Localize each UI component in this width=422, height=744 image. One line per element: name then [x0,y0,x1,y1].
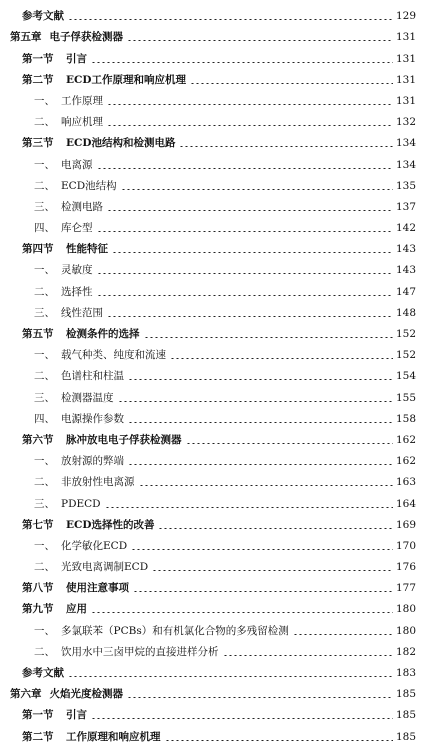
toc-section-row[interactable] [0,426,422,447]
dot-leader [170,358,393,359]
toc-item-row[interactable] [0,214,422,235]
toc-page-number: 170 [396,539,417,552]
toc-chapter-row[interactable] [0,680,422,701]
toc-entry-text: 性能特征 [66,243,108,256]
toc-entry-number: 二、 [34,285,55,298]
toc-page-number: 131 [396,94,417,107]
toc-entry-number: 第九节 [22,603,54,616]
toc-section-row[interactable] [0,722,422,743]
dot-leader [158,528,393,529]
toc-entry-number: 三、 [34,200,55,213]
toc-entry-number: 第一节 [22,52,54,65]
toc-entry-title [34,158,93,172]
dot-leader [97,273,394,274]
toc-entry-text: 光致电离调制ECD [61,561,149,574]
dot-leader [118,401,394,402]
toc-entry-text: 工作原理 [61,94,103,107]
toc-item-row[interactable] [0,553,422,574]
toc-entry-number: 第二节 [22,730,54,743]
dot-leader [91,612,393,613]
dot-leader [107,210,393,211]
toc-page-number: 131 [396,52,417,65]
dot-leader [105,507,393,508]
toc-page-number: 176 [396,561,417,574]
toc-section-row[interactable] [0,511,422,532]
toc-entry-text: 放射源的弊端 [61,455,124,468]
toc-entry-number: 二、 [34,645,55,658]
toc-item-row[interactable] [0,256,422,277]
toc-entry-text: 检测条件的选择 [66,328,140,340]
dot-leader [107,104,393,105]
dot-leader [128,464,393,465]
toc-page-number: 180 [396,624,417,637]
toc-entry-number: 第四节 [22,243,54,256]
toc-entry-text: 选择性 [61,285,93,298]
toc-entry-text: ECD工作原理和响应机理 [66,73,186,86]
toc-page-number: 134 [396,137,417,150]
toc-entry-title [34,285,93,299]
toc-page-number: 164 [396,497,417,510]
toc-entry-text: 检测器温度 [61,391,114,404]
toc-entry-text: 检测电路 [61,200,103,213]
dot-leader [97,231,394,232]
toc-chapter-row[interactable] [0,23,422,44]
toc-entry-title [34,475,135,489]
toc-item-row[interactable] [0,447,422,468]
dot-leader [179,146,393,147]
toc-entry-title [34,369,124,383]
toc-reference-row[interactable] [0,659,422,680]
dot-leader [186,443,394,444]
toc-entry-number: 第六章 [10,688,42,701]
toc-page-number: 135 [396,179,417,192]
toc-page-number: 134 [396,158,417,171]
toc-item-row[interactable] [0,299,422,320]
toc-section-row[interactable] [0,595,422,616]
toc-entry-text: PDECD [61,497,101,510]
toc-entry-number: 第二节 [22,73,54,86]
toc-entry-text: 多氯联苯（PCBs）和有机氯化合物的多残留检测 [61,624,289,637]
toc-entry-title [22,602,87,616]
toc-page-number: 185 [396,730,417,743]
toc-entry-text: 灵敏度 [61,264,93,277]
toc-entry-text: 电源操作参数 [61,412,124,425]
toc-entry-text: ECD池结构和检测电路 [66,137,176,150]
toc-entry-text: 色谱柱和柱温 [61,370,124,383]
toc-entry-number: 二、 [34,476,55,489]
toc-entry-text: 饮用水中三卤甲烷的直接进样分析 [61,645,219,658]
dot-leader [91,62,393,63]
toc-entry-title [22,433,182,447]
toc-section-row[interactable] [0,320,422,341]
dot-leader [223,655,394,656]
toc-entry-number: 三、 [34,306,55,319]
toc-entry-text: 线性范围 [61,306,103,319]
toc-item-row[interactable] [0,362,422,383]
toc-entry-number: 一、 [34,158,55,171]
dot-leader [97,168,394,169]
toc-reference-row[interactable] [0,2,422,23]
toc-entry-number: 第七节 [22,518,54,531]
toc-page-number: 152 [396,328,417,340]
toc-entry-text: 脉冲放电电子俘获检测器 [66,433,182,446]
toc-page-number: 154 [396,370,417,383]
toc-entry-text: 载气种类、纯度和流速 [61,349,166,362]
dot-leader [127,40,393,41]
toc-entry-number: 二、 [34,179,55,192]
toc-item-row[interactable] [0,150,422,171]
toc-entry-number: 第八节 [22,582,54,595]
dot-leader [91,718,393,719]
dot-leader [293,634,393,635]
toc-page-number: 131 [396,73,417,86]
toc-item-row[interactable] [0,616,422,637]
toc-entry-title [22,9,64,23]
toc-entry-title [34,200,103,214]
toc-entry-text: 电子俘获检测器 [49,31,123,44]
toc-entry-number: 三、 [34,391,55,404]
dot-leader [107,316,393,317]
toc-page-number: 148 [396,306,417,319]
toc-entry-title [22,581,129,595]
toc-page-number: 132 [396,116,417,129]
toc-entry-title [34,348,166,362]
toc-entry-text: 化学敏化ECD [61,539,128,552]
toc-entry-title [34,454,124,468]
toc-entry-title [22,730,161,744]
toc-page-number: 129 [396,10,417,23]
toc-entry-title [22,666,64,680]
toc-page-number: 143 [396,264,417,277]
table-of-contents [0,2,422,744]
toc-item-row[interactable] [0,108,422,129]
toc-page-number: 185 [396,709,417,722]
toc-entry-number: 三、 [34,497,55,510]
toc-entry-number: 二、 [34,370,55,383]
toc-entry-text: 火焰光度检测器 [49,688,123,701]
dot-leader [128,422,393,423]
toc-entry-number: 一、 [34,94,55,107]
dot-leader [127,697,393,698]
toc-page-number: 155 [396,391,417,404]
toc-page-number: 177 [396,582,417,595]
toc-page-number: 180 [396,603,417,616]
toc-entry-title [34,412,124,426]
toc-page-number: 162 [396,433,417,446]
toc-entry-title [22,242,108,256]
dot-leader [107,125,393,126]
toc-entry-title [10,687,123,701]
toc-item-row[interactable] [0,277,422,298]
toc-page-number: 147 [396,285,417,298]
toc-entry-number: 四、 [34,412,55,425]
toc-entry-title [34,263,93,277]
toc-item-row[interactable] [0,489,422,510]
toc-entry-title [34,115,103,129]
toc-item-row[interactable] [0,383,422,404]
toc-page-number: 137 [396,200,417,213]
dot-leader [144,337,394,338]
toc-item-row[interactable] [0,638,422,659]
toc-page-number: 143 [396,243,417,256]
toc-entry-text: 工作原理和响应机理 [66,730,161,743]
toc-page-number: 182 [396,645,417,658]
toc-section-row[interactable] [0,66,422,87]
toc-entry-text: 参考文献 [22,667,64,679]
toc-entry-title [34,94,103,108]
toc-item-row[interactable] [0,193,422,214]
toc-entry-text: 参考文献 [22,10,64,23]
toc-section-row[interactable] [0,574,422,595]
dot-leader [139,485,394,486]
toc-entry-title [22,518,154,532]
toc-entry-number: 第五节 [22,328,54,340]
dot-leader [97,295,394,296]
toc-entry-text: 使用注意事项 [66,582,129,595]
toc-item-row[interactable] [0,532,422,553]
toc-item-row[interactable] [0,468,422,489]
toc-item-row[interactable] [0,172,422,193]
toc-page-number: 169 [396,518,417,531]
toc-entry-title [34,391,114,405]
toc-entry-number: 一、 [34,349,55,362]
toc-page-number: 152 [396,349,417,362]
dot-leader [133,591,393,592]
toc-page-number: 183 [396,667,417,679]
toc-section-row[interactable] [0,701,422,722]
dot-leader [121,189,393,190]
dot-leader [112,252,393,253]
toc-entry-title [34,179,117,193]
dot-leader [131,549,393,550]
toc-entry-number: 第六节 [22,433,54,446]
toc-entry-title [34,645,219,659]
toc-page-number: 185 [396,688,417,701]
dot-leader [68,676,393,677]
toc-entry-text: 应用 [66,603,87,616]
toc-entry-number: 一、 [34,264,55,277]
toc-entry-title [34,306,103,320]
toc-entry-title [22,52,87,66]
toc-entry-title [34,539,127,553]
toc-page-number: 158 [396,412,417,425]
toc-entry-number: 四、 [34,222,55,235]
toc-page-number: 142 [396,222,417,235]
dot-leader [68,19,393,20]
toc-page-number: 131 [396,31,417,44]
dot-leader [190,83,393,84]
toc-entry-title [10,30,123,44]
toc-entry-number: 第三节 [22,137,54,150]
toc-section-row[interactable] [0,129,422,150]
toc-entry-title [22,136,175,150]
toc-entry-text: 库仑型 [61,222,93,235]
toc-item-row[interactable] [0,341,422,362]
toc-entry-text: 引言 [66,52,87,65]
dot-leader [152,570,393,571]
toc-entry-text: 引言 [66,709,87,722]
toc-entry-title [22,327,140,341]
toc-entry-title [34,497,101,511]
toc-entry-title [22,73,186,87]
toc-item-row[interactable] [0,87,422,108]
toc-entry-text: 电离源 [61,158,93,171]
toc-entry-title [34,221,93,235]
toc-page-number: 162 [396,455,417,468]
toc-entry-text: ECD选择性的改善 [66,518,155,531]
toc-entry-number: 一、 [34,624,55,637]
dot-leader [165,740,394,741]
toc-entry-number: 第一节 [22,709,54,722]
toc-entry-number: 一、 [34,455,55,468]
toc-page-number: 163 [396,476,417,489]
dot-leader [128,379,393,380]
toc-item-row[interactable] [0,405,422,426]
toc-entry-number: 第五章 [10,31,42,44]
toc-entry-title [22,708,87,722]
toc-section-row[interactable] [0,235,422,256]
toc-entry-title [34,560,148,574]
toc-entry-number: 一、 [34,539,55,552]
toc-entry-number: 二、 [34,561,55,574]
toc-section-row[interactable] [0,44,422,65]
toc-entry-number: 二、 [34,116,55,129]
toc-entry-text: 响应机理 [61,116,103,129]
toc-entry-text: 非放射性电离源 [61,476,135,489]
toc-entry-text: ECD池结构 [61,179,117,192]
toc-entry-title [34,624,289,638]
